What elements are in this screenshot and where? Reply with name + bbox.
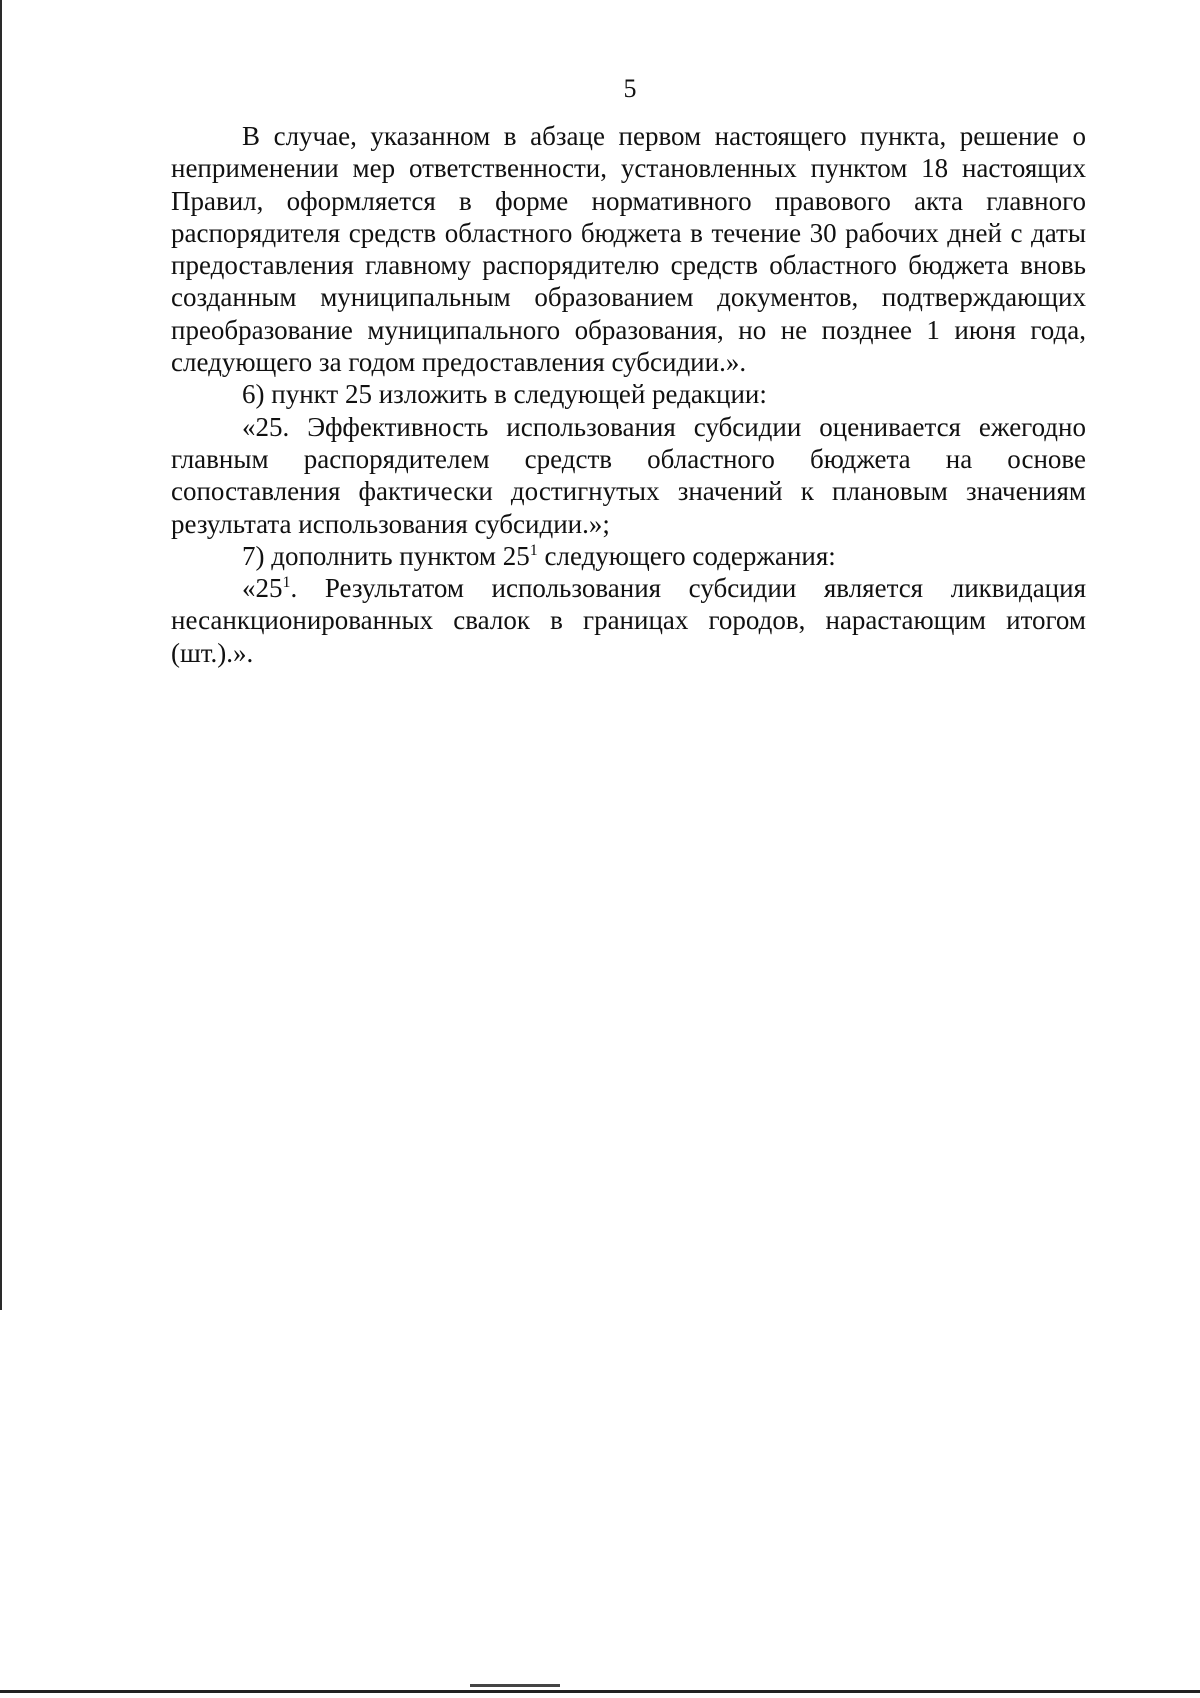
scan-edge-bottom-mark xyxy=(470,1684,560,1687)
clause-25-1-text-after: . Результатом использования субсидии является ликвидация несанкционированных свалок в границах городов, нарастающим итогом (шт.).». xyxy=(171,573,1086,668)
superscript-index: 1 xyxy=(282,574,291,592)
clause-25-1-text-before: «25 xyxy=(242,573,283,604)
document-body xyxy=(171,120,1086,669)
item-7-text-after: следующего содержания: xyxy=(537,540,836,571)
scan-edge-bottom xyxy=(0,1690,1200,1693)
paragraph-clause-25: «25. Эффективность использования субсидии оценивается ежегодно главным распорядителем средств областного бюджета на основе сопоставления фактически достигнутых значений к плановым значениям результата использования субсидии.»; xyxy=(171,411,1086,539)
item-7-text-before: 7) дополнить пунктом 25 xyxy=(242,540,530,571)
superscript-index: 1 xyxy=(529,541,538,559)
paragraph-item-6: 6) пункт 25 изложить в следующей редакции: xyxy=(242,379,767,410)
scan-edge-left xyxy=(0,0,2,1310)
paragraph-item-7 xyxy=(171,540,1086,572)
page-number: 5 xyxy=(623,74,637,103)
paragraph-non-application-decision: В случае, указанном в абзаце первом настоящего пункта, решение о неприменении мер ответственности, установленных пунктом 18 настоящих Правил, оформляется в форме нормативного правового акта главного распорядителя средств областного бюджета в течение 30 рабочих дней с даты предоставления главному распорядителю средств областного бюджета вновь созданным муниципальным образованием документов, подтверждающих преобразование муниципального образования, но не позднее 1 июня года, следующего за годом предоставления субсидии.». xyxy=(171,121,1086,378)
paragraph-clause-25-1 xyxy=(171,572,1086,669)
